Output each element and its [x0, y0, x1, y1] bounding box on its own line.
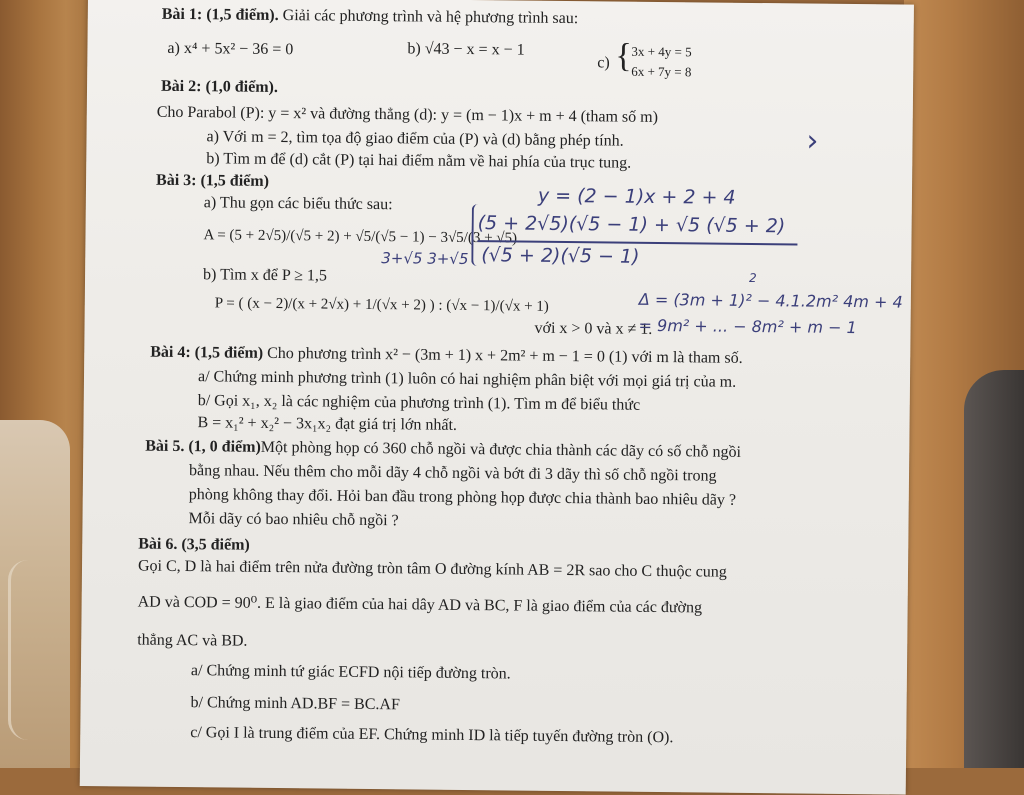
bai1-c-eq2: 6x + 7y = 8 [631, 63, 692, 80]
bai3-expr-A: A = (5 + 2√5)/(√5 + 2) + √5/(√5 − 1) − 3√5/(3 + √5) [203, 227, 518, 247]
bai2-b: b) Tìm m để (d) cắt (P) tại hai điểm nằm về hai phía của trục tung. [206, 150, 632, 172]
bai6-c: c/ Gọi I là trung điểm của EF. Chứng minh ID là tiếp tuyến đường tròn (O). [190, 724, 674, 747]
bai1-intro: Giải các phương trình và hệ phương trình sau: [282, 7, 579, 28]
bai2-intro: Cho Parabol (P): y = x² và đường thẳng (d): y = (m − 1)x + m + 4 (tham số m) [156, 103, 659, 126]
bai6-line2: AD và COD = 90⁰. E là giao điểm của hai dây AD và BC, F là giao điểm của các đường [137, 593, 703, 617]
fabric-pattern [8, 560, 61, 740]
exam-paper [80, 0, 914, 795]
bai3-expr-P: P = ( (x − 2)/(x + 2√x) + 1/(√x + 2) ) : (√x − 1)/(√x + 1) [214, 295, 549, 315]
bai1-c-eq1: 3x + 4y = 5 [631, 43, 692, 60]
bai5-title: Bài 5. (1, 0 điểm) [145, 437, 261, 456]
bai6-b: b/ Chứng minh AD.BF = BC.AF [190, 694, 400, 714]
bai5-line2: bằng nhau. Nếu thêm cho mỗi dãy 4 chỗ ngồi và bớt đi 3 dãy thì số chỗ ngồi trong [188, 462, 717, 485]
bai6-line3: thẳng AC và BD. [137, 631, 248, 650]
handwriting-numerator: (5 + 2√5)(√5 − 1) + √5 (√5 + 2) [477, 212, 786, 238]
bai3-a: a) Thu gọn các biểu thức sau: [203, 194, 393, 214]
bai1-b: b) √43 − x = x − 1 [407, 40, 525, 59]
handwriting-line-1: y = (2 − 1)x + 2 + 4 [537, 184, 736, 209]
bai3-title: Bài 3: (1,5 điểm) [155, 171, 270, 190]
bai1-title: Bài 1: (1,5 điểm). [161, 5, 279, 24]
system-brace-icon: { [615, 37, 632, 75]
bai4-header [150, 343, 743, 369]
bai1-a: a) x⁴ + 5x² − 36 = 0 [167, 39, 294, 59]
bai5-line3: phòng không thay đổi. Hỏi ban đầu trong phòng họp được chia thành bao nhiêu dãy ? [188, 486, 737, 509]
bai5-line1: Một phòng họp có 360 chỗ ngồi và được chia thành các dãy có số chỗ ngồi [260, 438, 742, 461]
bai2-a: a) Với m = 2, tìm tọa độ giao điểm của (P) và (d) bằng phép tính. [206, 128, 624, 150]
bai4-intro: Cho phương trình x² − (3m + 1) x + 2m² + m − 1 = 0 (1) với m là tham số. [267, 344, 743, 367]
handwriting-discriminant: Δ = (3m + 1)² − 4.1.2m² 4m + 4 [638, 289, 903, 312]
bai6-title: Bài 6. (3,5 điểm) [138, 535, 250, 554]
handwriting-bracket [471, 204, 624, 268]
dark-object [964, 370, 1024, 768]
bai4-b: b/ Gọi x₁, x₂ là các nghiệm của phương trình (1). Tìm m để biểu thức [197, 392, 641, 414]
bai5-line1-row [145, 437, 741, 463]
check-mark-icon: › [806, 123, 819, 159]
bai4-a: a/ Chứng minh phương trình (1) luôn có hai nghiệm phân biệt với mọi giá trị của m. [197, 368, 737, 391]
bai6-line1: Gọi C, D là hai điểm trên nửa đường tròn tâm O đường kính AB = 2R sao cho C thuộc cung [137, 557, 727, 581]
bai6-a: a/ Chứng minh tứ giác ECFD nội tiếp đường tròn. [190, 662, 511, 683]
bai1-header [162, 5, 579, 29]
bai5-line4: Mỗi dãy có bao nhiêu chỗ ngồi ? [188, 510, 399, 530]
bai3-b: b) Tìm x để P ≥ 1,5 [202, 266, 328, 285]
handwriting-denominator: (√5 + 2)(√5 − 1) [481, 244, 640, 268]
bai4-title: Bài 4: (1,5 điểm) [150, 343, 264, 362]
handwriting-denominator-copy: 3+√5 3+√5 [381, 249, 469, 268]
bai1-c-label: c) [597, 54, 610, 72]
handwriting-discriminant-2: = 9m² + ... − 8m² + m − 1 [638, 315, 857, 338]
handwriting-superscript: 2 [749, 270, 757, 286]
bai4-b2: B = x₁² + x₂² − 3x₁x₂ đạt giá trị lớn nhất. [197, 414, 458, 434]
bai3-condition: với x > 0 và x ≠ 1. [534, 319, 653, 338]
bai2-title: Bài 2: (1,0 điểm). [160, 77, 279, 96]
